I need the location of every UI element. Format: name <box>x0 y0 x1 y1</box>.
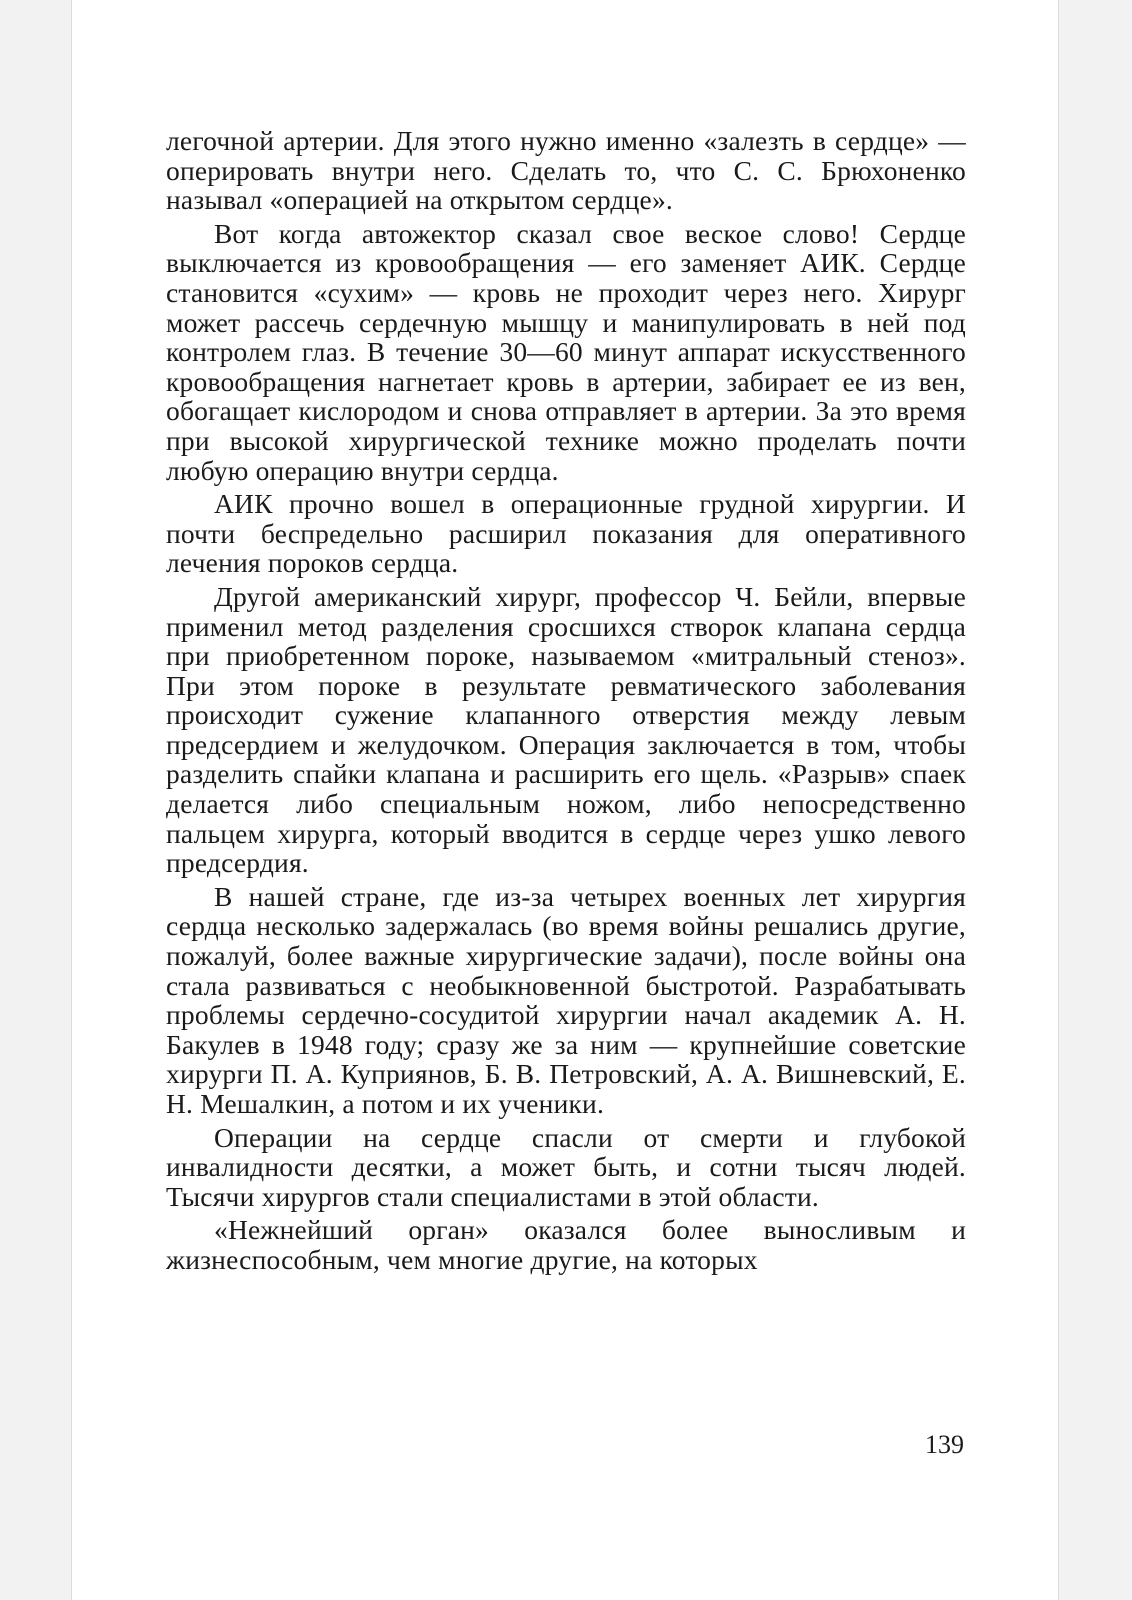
paragraph: «Нежнейший орган» оказался более выносливым и жизнеспособным, чем многие другие, на которых <box>166 1214 966 1275</box>
body-text <box>166 126 966 1279</box>
paragraph: легочной артерии. Для этого нужно именно «залезть в сердце» — оперировать внутри него. Сделать то, что С. С. Брюхоненко называл «операцией на открытом сердце». <box>166 125 966 216</box>
book-page <box>71 0 1059 1600</box>
page-number: 139 <box>925 1430 964 1459</box>
paragraph: Другой американский хирург, профессор Ч. Бейли, впервые применил метод разделения сросшихся створок клапана сердца при приобретенном пороке, называемом «митральный стеноз». При этом пороке в результате ревматического заболевания происходит сужение клапанного отверстия между левым предсердием и желудочком. Операция заключается в том, чтобы разделить спайки клапана и расширить его щель. «Разрыв» спаек делается либо специальным ножом, либо непосредственно пальцем хирурга, который вводится в сердце через ушко левого предсердия. <box>166 580 966 879</box>
paragraph: Операции на сердце спасли от смерти и глубокой инвалидности десятки, а может быть, и сотни тысяч людей. Тысячи хирургов стали специалистами в этой области. <box>166 1121 966 1212</box>
paragraph: В нашей стране, где из-за четырех военных лет хирургия сердца несколько задержалась (во время войны решались другие, пожалуй, более важные хирургические задачи), после войны она стала развиваться с необыкновенной быстротой. Разрабатывать проблемы сердечно-сосудитой хирургии начал академик А. Н. Бакулев в 1948 году; сразу же за ним — крупнейшие советские хирурги П. А. Куприянов, Б. В. Петровский, А. А. Вишневский, Е. Н. Мешалкин, а потом и их ученики. <box>166 880 966 1119</box>
paragraph: АИК прочно вошел в операционные грудной хирургии. И почти беспредельно расширил показания для оперативного лечения пороков сердца. <box>166 488 966 579</box>
paragraph: Вот когда автожектор сказал свое веское слово! Сердце выключается из кровообращения — его заменяет АИК. Сердце становится «сухим» — кровь не проходит через него. Хирург может рассечь сердечную мышцу и манипулировать в ней под контролем глаз. В течение 30—60 минут аппарат искусственного кровообращения нагнетает кровь в артерии, забирает ее из вен, обогащает кислородом и снова отправляет в артерии. За это время при высокой хирургической технике можно проделать почти любую операцию внутри сердца. <box>166 217 966 486</box>
